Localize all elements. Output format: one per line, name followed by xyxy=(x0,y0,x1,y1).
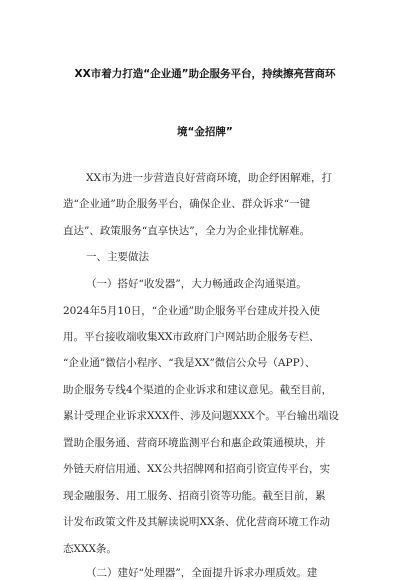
document-title-line-1: XX市着力打造“企业通”助企服务平台，持续擦亮营商环 xyxy=(74,68,336,80)
subsection-heading: （二）建好“处理器”，全面提升诉求办理质效。建 xyxy=(86,567,318,579)
paragraph-line: 置助企服务通、营商环境监测平台和惠企政策通模块，并 xyxy=(63,437,326,449)
paragraph-line: 用。平台接收端收集XX市政府门户网站助企服务专栏、 xyxy=(63,331,320,343)
paragraph-line: 2024年5月10日，“企业通”助企服务平台建成并投入使 xyxy=(63,305,320,317)
paragraph-line: 助企服务专线4个渠道的企业诉求和建议意见。截至目前， xyxy=(63,384,333,396)
paragraph-line: 外链天府信用通、XX公共招牌网和招商引资宣传平台，实 xyxy=(63,463,330,475)
document-title-line-2: 境“金招牌” xyxy=(177,126,233,138)
paragraph-line: 累计受理企业诉求XXX件、涉及问题XXX个。平台输出端设 xyxy=(63,410,339,422)
paragraph-line: 直达”、政策服务“直享快达”，全力为企业排忧解难。 xyxy=(63,225,311,237)
section-heading: 一、主要做法 xyxy=(86,251,149,263)
paragraph-line: “企业通”微信小程序、“我是XX”微信公众号（APP）、 xyxy=(63,357,316,369)
paragraph-line: XX市为进一步营造良好营商环境，助企纾困解难，打 xyxy=(86,172,332,184)
paragraph-line: 现金融服务、用工服务、招商引资等功能。截至目前，累 xyxy=(63,490,326,502)
subsection-heading: （一）搭好“收发器”，大力畅通政企沟通渠道。 xyxy=(86,278,307,290)
paragraph-line: 态XXX条。 xyxy=(63,543,117,555)
paragraph-line: 计发布政策文件及其解读说明XX条、优化营商环境工作动 xyxy=(63,516,330,528)
paragraph-line: 造“企业通”助企服务平台，确保企业、群众诉求“一键 xyxy=(63,198,311,210)
